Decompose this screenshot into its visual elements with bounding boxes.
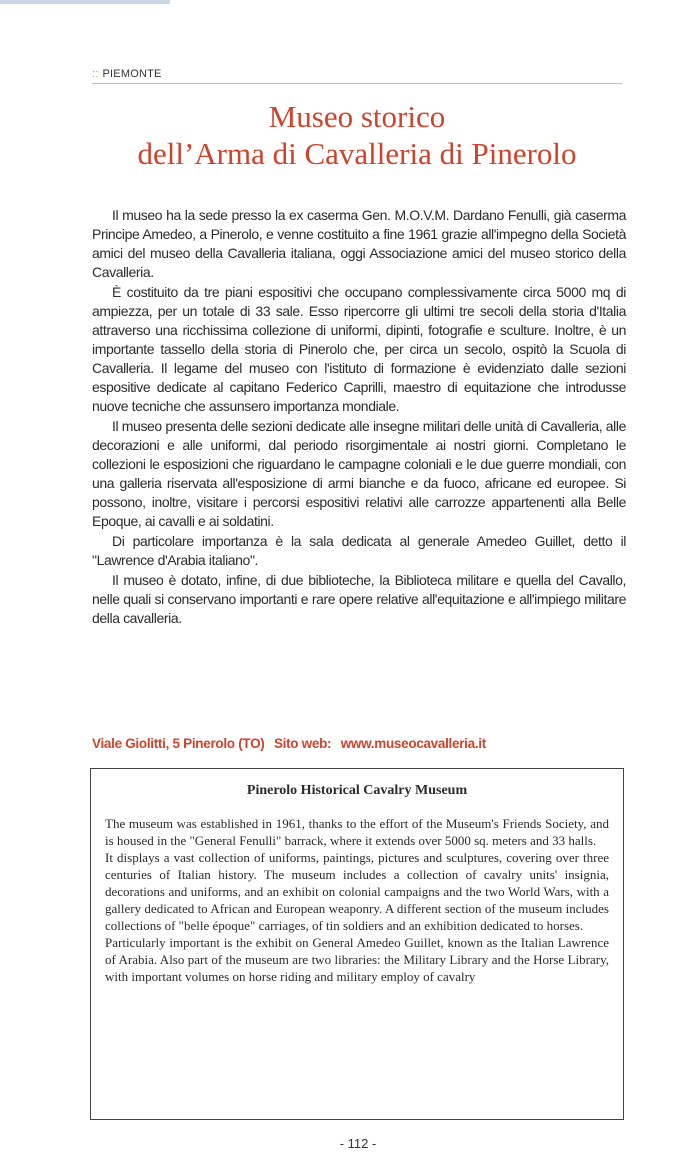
body-paragraph-4: Di particolare importanza è la sala dedicata al generale Amedeo Guillet, detto il "Lawrence d'Arabia italiano". — [92, 533, 626, 568]
address-line — [92, 736, 626, 751]
body-paragraph-2: È costituito da tre piani espositivi che occupano complessivamente circa 5000 mq di ampiezza, per un totale di 33 sale. Esso ripercorre gli ultimi tre secoli della storia d'Italia attraverso una ricchissima collezione di uniformi, dipinti, fotografie e sculture. Inoltre, è un importante tassello della storia di Pinerolo che, per circa un secolo, ospitò la Scuola di Cavalleria. Il legame del museo con l'istituto di formazione è evidenziato dalle sezioni espositive dedicate al capitano Federico Caprilli, maestro di equitazione che introdusse nuove tecniche che assunsero importanza mondiale. — [92, 284, 626, 414]
web-label: Sito web: — [273, 736, 332, 751]
body-paragraph-1: Il museo ha la sede presso la ex caserma Gen. M.O.V.M. Dardano Fenulli, già caserma Principe Amedeo, a Pinerolo, e venne costituito a fine 1961 grazie all'impegno della Società amici del museo della Cavalleria italiana, oggi Associazione amici del museo storico della Cavalleria. — [92, 207, 626, 280]
title-line-2: dell’Arma di Cavalleria di Pinerolo — [137, 136, 577, 171]
body-paragraph-5: Il museo è dotato, infine, di due biblioteche, la Biblioteca militare e quella del Cavallo, nelle quali si conservano importanti e rare opere relative all'equitazione e all'impiego militare della cavalleria. — [92, 572, 626, 626]
english-paragraph-1: The museum was established in 1961, thanks to the effort of the Museum's Friends Society, and is housed in the "General Fenulli" barrack, where it extends over 5000 sq. meters and 33 halls. — [105, 816, 609, 848]
region-label: PIEMONTE — [102, 68, 162, 80]
address-street: Viale Giolitti, 5 Pinerolo (TO) — [92, 736, 265, 751]
top-decorative-rule — [0, 0, 170, 4]
region-header — [92, 68, 622, 84]
italian-description — [92, 206, 626, 629]
english-summary-title: Pinerolo Historical Cavalry Museum — [246, 783, 468, 798]
web-url: www.museocavalleria.it — [340, 736, 486, 751]
english-paragraph-3: Particularly important is the exhibit on General Amedeo Guillet, known as the Italian Lawrence of Arabia. Also part of the museum are two libraries: the Military Library and the Horse Library, with important volumes on horse riding and military employ of cavalry — [105, 935, 609, 984]
english-paragraph-2: It displays a vast collection of uniforms, paintings, pictures and sculptures, covering over three centuries of Italian history. The museum includes a collection of cavalry units' insignia, decorations and uniforms, and an exhibit on colonial campaigns and the two World Wars, with a gallery dedicated to African and European weaponry. A different section of the museum includes collections of "belle époque" carriages, of tin soldiers and an exhibition dedicated to horses. — [105, 850, 609, 933]
title-line-1: Museo storico — [268, 99, 446, 134]
page-number: - 112 - — [339, 1136, 377, 1151]
region-marker: :: — [92, 68, 99, 80]
page-title — [92, 98, 622, 172]
body-paragraph-3: Il museo presenta delle sezioni dedicate alle insegne militari delle unità di Cavalleria, alle decorazioni e alle uniformi, dal periodo risorgimentale ai nostri giorni. Completano le collezioni le esposizioni che riguardano le campagne coloniali e le due guerre mondiali, con una galleria riservata all'esposizione di armi bianche e da fuoco, africane ed europee. Si possono, inoltre, visitare i percorsi espositivi relativi alle carrozze appartenenti alla Belle Epoque, ai cavalli e ai soldatini. — [92, 418, 626, 529]
english-summary-box — [90, 768, 624, 1120]
